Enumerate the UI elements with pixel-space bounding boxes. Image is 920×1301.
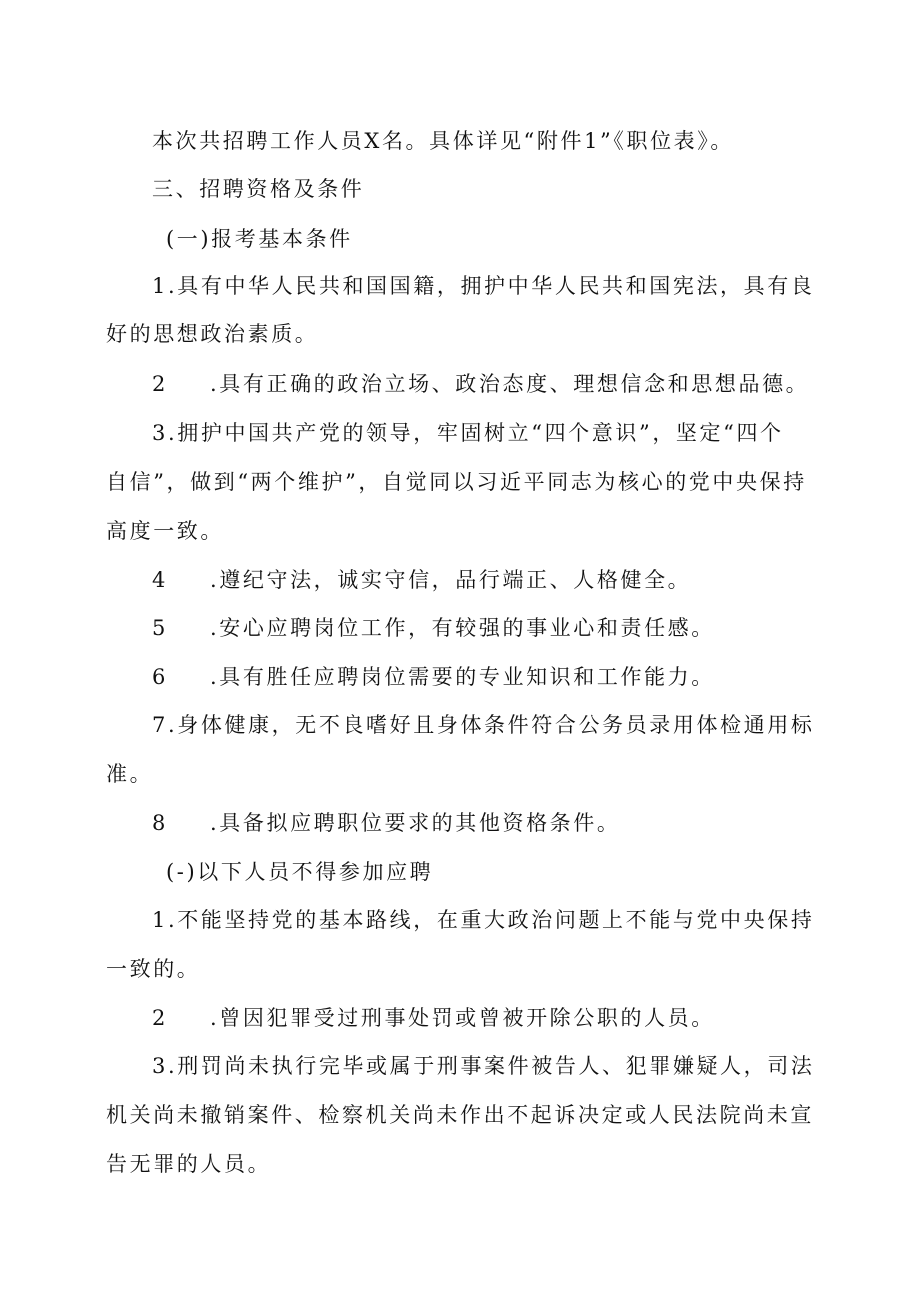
item-number: 1	[152, 908, 168, 932]
item-number: 6	[152, 665, 168, 689]
item-text: .具备拟应聘职位要求的其他资格条件。	[210, 811, 621, 835]
item-number: 2	[152, 372, 168, 396]
list-item	[152, 371, 809, 397]
list-item	[152, 615, 715, 641]
item-continuation: 机关尚未撤销案件、检察机关尚未作出不起诉决定或人民法院尚未宣	[106, 1103, 814, 1127]
list-item	[152, 664, 715, 690]
item-number: 5	[152, 616, 168, 640]
intro-paragraph: 本次共招聘工作人员X名。具体详见“附件1”《职位表》。	[152, 129, 734, 153]
item-text: .曾因犯罪受过刑事处罚或曾被开除公职的人员。	[210, 1006, 715, 1030]
item-continuation: 自信”，做到“两个维护”，自觉同以习近平同志为核心的党中央保持	[106, 470, 807, 494]
item-continuation: 告无罪的人员。	[106, 1152, 272, 1176]
item-number: 3	[152, 421, 168, 445]
subsection-heading-disqualifications: (-)以下人员不得参加应聘	[166, 860, 434, 884]
list-item	[152, 810, 620, 836]
subsection-heading-basic-conditions: (一)报考基本条件	[166, 227, 353, 251]
item-number: 7	[152, 713, 168, 737]
list-item	[152, 273, 814, 299]
item-text: .具有中华人民共和国国籍，拥护中华人民共和国宪法，具有良	[167, 274, 815, 298]
item-text: .拥护中国共产党的领导，牢固树立“四个意识”，坚定“四个	[167, 421, 784, 445]
item-text: .具有正确的政治立场、政治态度、理想信念和思想品德。	[210, 372, 810, 396]
item-text: .刑罚尚未执行完毕或属于刑事案件被告人、犯罪嫌疑人，司法	[167, 1054, 815, 1078]
item-text: .具有胜任应聘岗位需要的专业知识和工作能力。	[210, 665, 715, 689]
item-continuation: 准。	[106, 762, 154, 786]
item-continuation: 好的思想政治素质。	[106, 322, 319, 346]
list-item	[152, 907, 814, 933]
item-text: .身体健康，无不良嗜好且身体条件符合公务员录用体检通用标	[167, 713, 815, 737]
section-heading: 三、招聘资格及条件	[152, 177, 365, 201]
list-item	[152, 1053, 814, 1079]
item-number: 3	[152, 1054, 168, 1078]
item-continuation: 高度一致。	[106, 519, 224, 543]
item-text: .安心应聘岗位工作，有较强的事业心和责任感。	[210, 616, 715, 640]
item-text: .遵纪守法，诚实守信，品行端正、人格健全。	[210, 568, 692, 592]
list-item	[152, 1005, 715, 1031]
list-item	[152, 420, 784, 446]
item-number: 2	[152, 1006, 168, 1030]
list-item	[152, 712, 814, 738]
item-continuation: 一致的。	[106, 957, 201, 981]
item-number: 1	[152, 274, 168, 298]
item-text: .不能坚持党的基本路线，在重大政治问题上不能与党中央保持	[167, 908, 815, 932]
item-number: 4	[152, 568, 168, 592]
item-number: 8	[152, 811, 168, 835]
list-item	[152, 567, 691, 593]
